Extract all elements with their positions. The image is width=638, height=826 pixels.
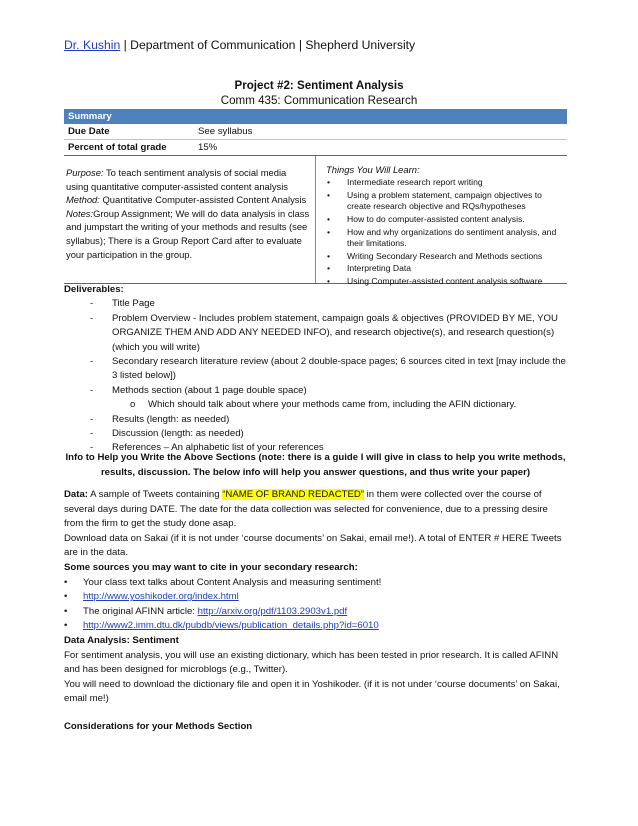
source-text: The original AFINN article:	[83, 605, 198, 617]
analysis-section	[64, 634, 567, 707]
page-header	[64, 38, 415, 52]
list-item	[64, 605, 567, 620]
summary-table	[64, 109, 567, 156]
summary-row-percent	[64, 140, 567, 156]
dash-marker: -	[90, 384, 94, 396]
sources-list	[64, 576, 567, 634]
bullet-icon: •	[327, 190, 331, 200]
data-text-a: A sample of Tweets containing	[88, 489, 223, 500]
list-item	[326, 190, 566, 213]
deliverable-text: Discussion (length: as needed)	[112, 428, 244, 440]
learn-list	[326, 177, 566, 287]
bullet-icon: •	[64, 605, 68, 617]
deliverable-text: Results (length: as needed)	[112, 413, 230, 425]
dash-marker: -	[90, 442, 94, 454]
notes-text	[66, 207, 310, 261]
deliverable-text: References – An alphabetic list of your references	[112, 442, 324, 454]
deliverable-item	[64, 297, 567, 311]
dash-marker: -	[90, 298, 94, 310]
list-item	[64, 619, 567, 634]
analysis-paragraph-1: For sentiment analysis, you will use an existing dictionary, which has been tested in prior research. It is called AFINN and has been designed for microblogs (e.g., Twitter).	[64, 649, 559, 676]
bullet-icon: •	[327, 263, 331, 274]
deliverable-text: Methods section (about 1 page double space)	[112, 384, 307, 396]
list-item-text: Interpreting Data	[347, 263, 412, 274]
list-item	[326, 227, 566, 250]
deliverable-item	[64, 427, 567, 441]
list-item-text: How and why organizations do sentiment analysis, and their limitations.	[347, 226, 557, 248]
deliverable-item	[64, 384, 567, 398]
summary-label: Percent of total grade	[68, 142, 167, 153]
deliverable-item	[64, 355, 567, 384]
list-item	[326, 177, 566, 188]
info-heading: Info to Help you Write the Above Sections (note: there is a guide I will give in class to help you write methods, results, discussion. The below info will help you answer questions, and thus write your paper)	[65, 452, 566, 478]
data-section	[64, 488, 567, 561]
list-item	[326, 263, 566, 274]
bullet-icon: •	[327, 214, 331, 224]
course-title: Comm 435: Communication Research	[220, 94, 418, 107]
sources-heading: Some sources you may want to cite in your secondary research:	[64, 562, 358, 573]
list-item	[326, 251, 566, 262]
bullet-icon: •	[64, 591, 68, 603]
method-text	[66, 193, 310, 207]
considerations-heading: Considerations for your Methods Section	[64, 721, 253, 732]
circle-bullet-icon: o	[130, 399, 136, 411]
summary-value: See syllabus	[198, 126, 253, 137]
list-item	[64, 576, 567, 591]
purpose-label: Purpose:	[66, 167, 104, 178]
afinn-article-link[interactable]: http://arxiv.org/pdf/1103.2903v1.pdf	[197, 605, 348, 617]
notes-label: Notes:	[66, 207, 94, 219]
bullet-icon: •	[327, 226, 331, 237]
bullet-icon: •	[327, 275, 331, 286]
column-divider	[315, 156, 316, 283]
summary-label: Due Date	[68, 126, 110, 137]
data-label: Data:	[64, 489, 88, 500]
bullet-icon: •	[64, 576, 68, 588]
project-title: Project #2: Sentiment Analysis	[234, 79, 404, 92]
notes-body: Group Assignment; We will do data analysis in class and jumpstart the writing of your methods and results (see syllabus); There is a Group Report Card after to evaluate your participation in the group.	[66, 207, 310, 260]
deliverable-subitem	[64, 398, 567, 412]
deliverables-heading: Deliverables:	[64, 284, 124, 295]
deliverable-text: Secondary research literature review (about 2 double-space pages; 6 sources cited in text [may include the 3 listed below])	[112, 356, 566, 382]
list-item-text: Writing Secondary Research and Methods sections	[347, 250, 543, 261]
sources-section	[64, 561, 567, 634]
deliverable-item	[64, 312, 567, 355]
deliverable-item	[64, 413, 567, 427]
list-item	[64, 590, 567, 605]
dash-marker: -	[90, 413, 94, 425]
summary-value: 15%	[198, 142, 218, 153]
purpose-text	[66, 166, 310, 193]
download-paragraph: Download data on Sakai (if it is not under ‘course documents’ on Sakai, email me!). A total of ENTER # HERE Tweets are in the data.	[64, 532, 562, 559]
dash-marker: -	[90, 356, 94, 368]
bullet-icon: •	[64, 620, 68, 632]
data-paragraph	[64, 488, 567, 532]
analysis-paragraph-2: You will need to download the dictionary file and open it in Yoshikoder. (if it is not under ‘course documents’ on Sakai, email me!)	[64, 678, 560, 705]
afinn-dictionary-link[interactable]: http://www2.imm.dtu.dk/pubdb/views/publication_details.php?id=6010	[83, 620, 379, 632]
list-item-text: Using a problem statement, campaign objectives to create research objective and RQs/hypotheses	[347, 190, 542, 212]
deliverable-text: Problem Overview - Includes problem statement, campaign goals & objectives (PROVIDED BY ME, YOU ORGANIZE THEM AND ADD ANY NEEDED INFO), and research objective(s), and research question(s) (which you will write)	[112, 312, 558, 353]
summary-row-due-date	[64, 124, 567, 140]
list-item-text: Using Computer-assisted content analysis software	[347, 275, 543, 286]
learn-title: Things You Will Learn:	[326, 164, 420, 175]
dash-marker: -	[90, 428, 94, 440]
data-text-b: in them were collected over the course of several days during DATE. The date for the data collection was selected for convenience, due to a pressing desire from the firm to get the study done asap.	[64, 489, 548, 530]
list-item-text: Intermediate research report writing	[347, 177, 483, 188]
overview-right-column	[326, 164, 566, 288]
deliverables-section	[64, 283, 567, 456]
bullet-icon: •	[327, 250, 331, 261]
purpose-body: To teach sentiment analysis of social media using quantitative computer-assisted content analysis	[66, 167, 288, 192]
subitem-text: Which should talk about where your methods came from, including the AFIN dictionary.	[148, 399, 517, 411]
method-label: Method:	[66, 194, 100, 206]
deliverable-text: Title Page	[112, 298, 155, 310]
method-body: Quantitative Computer-assisted Content Analysis	[99, 194, 307, 206]
author-link[interactable]: Dr. Kushin	[64, 38, 121, 52]
source-text: Your class text talks about Content Analysis and measuring sentiment!	[83, 576, 382, 588]
analysis-heading: Data Analysis: Sentiment	[64, 635, 179, 646]
brand-placeholder-highlight: “NAME OF BRAND REDACTED”	[222, 489, 364, 500]
overview-box	[64, 155, 567, 284]
overview-left-column	[66, 166, 310, 261]
yoshikoder-link[interactable]: http://www.yoshikoder.org/index.html	[83, 591, 239, 603]
bullet-icon: •	[327, 177, 331, 188]
header-department: | Department of Communication | Shepherd University	[120, 38, 416, 52]
summary-heading: Summary	[64, 109, 567, 124]
list-item	[326, 214, 566, 225]
dash-marker: -	[90, 312, 94, 324]
list-item-text: How to do computer-assisted content analysis.	[347, 214, 525, 224]
